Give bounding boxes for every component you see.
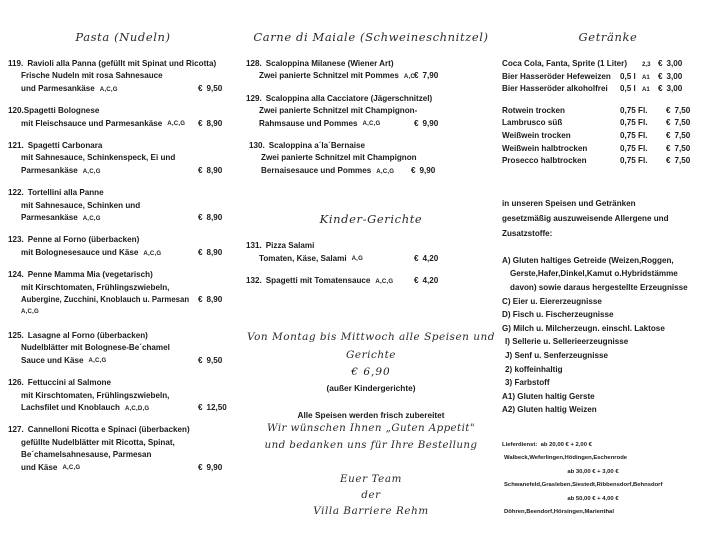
menu-item [8, 58, 238, 96]
menu-item [246, 240, 496, 266]
item-allergens: A,C [403, 73, 415, 81]
maiale-heading: Carne di Maiale (Schweineschnitzel) [253, 30, 489, 44]
item-desc: Parmesankäse [21, 165, 78, 175]
item-price: 7,90 [422, 71, 439, 81]
item-price: 12,50 [206, 402, 227, 412]
allergen-list [502, 254, 714, 417]
drink-size: 0,75 Fl. [620, 143, 648, 153]
maiale-column [238, 30, 496, 539]
drink-price: 7,50 [674, 105, 691, 115]
item-title: Cannelloni Ricotta e Spinaci (überbacken) [27, 425, 190, 435]
item-allergens: A,C,G [21, 308, 39, 316]
currency: € [414, 253, 419, 263]
delivery-tier-3-towns: Döhren,Beendorf,Hörsingen,Marienthal [504, 509, 614, 516]
allergen-code: A2) [502, 405, 516, 415]
drink-row [502, 71, 714, 84]
team-signature [246, 471, 496, 519]
drink-row [502, 130, 714, 143]
drink-price: 3,00 [666, 84, 683, 94]
currency: € [198, 118, 203, 128]
item-price: 8,90 [206, 213, 223, 223]
allergen-intro-line-3: Zusatzstoffe: [502, 228, 553, 238]
item-title: Pizza Salami [265, 241, 315, 251]
item-desc: Sauce und Käse [21, 355, 84, 365]
drink-row [502, 143, 714, 156]
allergen-text: koffeinhaltig [514, 364, 563, 374]
promo-note: (außer Kindergerichte) [326, 383, 416, 394]
allergen-text: Milch u. Milcherzeugn. einschl. Laktose [513, 323, 665, 333]
item-desc: Zwei panierte Schnitzel mit Pommes [259, 71, 399, 81]
item-number: 126. [8, 378, 24, 388]
currency: € [414, 71, 419, 81]
item-number: 122. [8, 188, 24, 198]
currency: € [198, 83, 203, 93]
item-desc: Be´chamelsahnesause, Parmesan [21, 450, 152, 460]
spacer [502, 96, 714, 105]
allergen-code: D) [502, 310, 511, 320]
drink-size: 0,75 Fl. [620, 156, 648, 166]
currency: € [658, 59, 663, 68]
promo-line: Von Montag bis Mittwoch alle Speisen und Gerichte [246, 331, 496, 362]
allergen-text: Farbstoff [514, 378, 550, 388]
delivery-tier-1-fee: ab 20,00 € + 2,00 € [540, 441, 592, 448]
item-number: 121. [8, 141, 24, 151]
item-allergens: A,C,G [143, 249, 162, 257]
item-desc: Frische Nudeln mit rosa Sahnesauce [21, 71, 163, 81]
item-title: Spagetti mit Tomatensauce [265, 276, 371, 286]
drinks-table-wine [502, 105, 714, 168]
item-desc: gefüllte Nudelblätter mit Ricotta, Spinat, [21, 437, 175, 447]
team-line-1: Euer Team [340, 473, 402, 486]
item-allergens: A,C,G [82, 214, 101, 222]
allergen-code: A1) [502, 391, 516, 401]
item-price: 9,50 [206, 355, 223, 365]
delivery-tier-1-towns: Walbeck,Weferlingen,Hödingen,Eschenrode [504, 455, 628, 462]
menu-item [246, 275, 496, 288]
drink-row [502, 83, 714, 96]
item-allergens: A,C,D,G [124, 404, 150, 412]
drink-allergens: A1 [642, 73, 650, 81]
drink-price: 3,00 [666, 71, 683, 81]
item-allergens: A,C,G [375, 277, 394, 285]
item-desc: Lachsfilet und Knoblauch [21, 402, 120, 412]
drink-name: Bier Hasseröder alkoholfrei [502, 84, 608, 94]
kinder-heading: Kinder-Gerichte [319, 212, 423, 227]
getraenke-column [496, 30, 714, 539]
item-allergens: A,C,G [88, 357, 107, 365]
currency: € [666, 105, 671, 115]
menu-item [8, 424, 238, 475]
item-allergens: A,C,G [167, 120, 186, 128]
currency: € [666, 156, 671, 166]
drink-name: Coca Cola, Fanta, Sprite (1 Liter) [502, 59, 628, 68]
drink-allergens: A1 [642, 86, 650, 94]
pasta-heading: Pasta (Nudeln) [75, 30, 171, 44]
drink-volume: 0,5 l [620, 84, 636, 94]
item-title: Spagetti Carbonara [27, 141, 103, 151]
menu-item [8, 187, 238, 225]
drink-row [502, 117, 714, 130]
item-desc: Aubergine, Zucchini, Knoblauch u. Parmesan [21, 295, 190, 305]
drink-size: 0,75 Fl. [620, 118, 648, 128]
allergen-intro-line-1: in unseren Speisen und Getränken [502, 198, 636, 208]
allergen-text: Gluten haltiges Getreide (Weizen,Roggen, [512, 255, 674, 265]
drink-size: 0,75 Fl. [620, 105, 648, 115]
item-desc: und Käse [21, 462, 58, 472]
drinks-table-soft [502, 58, 714, 96]
allergen-code: C) [502, 296, 511, 306]
drink-price: 7,50 [674, 156, 691, 166]
menu-item [246, 93, 496, 131]
currency: € [198, 247, 203, 257]
item-title: Scaloppina Milanese (Wiener Art) [265, 59, 394, 68]
allergen-text: Gluten haltig Weizen [517, 405, 597, 415]
item-allergens: A,C,G [82, 167, 101, 175]
item-desc: Nudelblätter mit Bolognese-Be´chamel [21, 343, 170, 353]
item-allergens: A,C,G [362, 120, 381, 128]
menu-item [246, 140, 496, 178]
drink-allergens: 2,3 [642, 61, 651, 68]
drink-row [502, 155, 714, 168]
item-desc: Zwei panierte Schnitzel mit Champignon [261, 153, 417, 163]
drink-size: 0,75 Fl. [620, 130, 648, 140]
menu-item [8, 377, 238, 415]
drink-name: Lambrusco süß [502, 118, 563, 128]
allergen-text: davon) sowie daraus hergestellte Erzeugnisse [510, 282, 688, 292]
item-desc: mit Sahnesauce, Schinken und [21, 200, 141, 210]
item-price: 8,90 [206, 247, 223, 257]
item-title: Fettuccini al Salmone [27, 378, 111, 388]
allergen-code: J) [505, 350, 513, 360]
currency: € [666, 118, 671, 128]
menu-item [8, 330, 238, 368]
allergen-code: G) [502, 323, 511, 333]
drink-price: 7,50 [674, 130, 691, 140]
item-title: Lasagne al Forno (überbacken) [27, 330, 148, 340]
item-price: 8,90 [206, 295, 223, 305]
allergen-intro [502, 196, 714, 241]
closing-block [246, 410, 496, 453]
drink-name: Weißwein trocken [502, 130, 571, 140]
item-number: 120. [8, 106, 24, 116]
allergen-code: A) [502, 255, 511, 265]
allergen-text: Eier u. Eiererzeugnisse [512, 296, 602, 306]
currency: € [198, 295, 203, 305]
fresh-note: Alle Speisen werden frisch zubereitet [297, 410, 445, 421]
item-number: 119. [8, 59, 24, 68]
item-price: 9,90 [422, 118, 439, 128]
item-desc: Tomaten, Käse, Salami [259, 253, 347, 263]
item-number: 132. [246, 276, 262, 286]
currency: € [658, 71, 663, 81]
drink-price: 7,50 [674, 118, 691, 128]
currency: € [414, 276, 419, 286]
drink-name: Weißwein halbtrocken [502, 143, 588, 153]
item-allergens: A,C,G [62, 464, 81, 472]
wish-line-2: und bedanken uns für Ihre Bestellung [264, 438, 478, 451]
item-desc: und Parmesankäse [21, 83, 95, 93]
drink-volume [620, 58, 642, 71]
item-price: 4,20 [422, 253, 439, 263]
allergen-text: Gluten haltig Gerste [517, 391, 595, 401]
allergen-text: Fisch u. Fischerzeugnisse [512, 310, 614, 320]
item-price: 8,90 [206, 165, 223, 175]
allergen-text: Gerste,Hafer,Dinkel,Kamut o.Hybridstämme [510, 269, 678, 279]
menu-item [8, 105, 238, 131]
item-desc: mit Fleischsauce und Parmesankäse [21, 118, 163, 128]
menu-item [8, 140, 238, 178]
item-desc: Parmesankäse [21, 213, 78, 223]
weekly-promo [246, 328, 496, 393]
currency: € [414, 118, 419, 128]
currency: € [198, 402, 203, 412]
item-title: Penne Mamma Mia (vegetarisch) [27, 270, 153, 280]
menu-item [246, 58, 496, 84]
drink-name: Rotwein trocken [502, 105, 565, 115]
drink-price: 7,50 [674, 143, 691, 153]
item-desc: mit Sahnesauce, Schinkenspeck, Ei und [21, 153, 176, 163]
delivery-tier-2-fee: ab 30,00 € + 3,00 € [567, 468, 619, 475]
item-number: 128. [246, 59, 262, 68]
item-desc: Zwei panierte Schnitzel mit Champignon- [259, 106, 418, 116]
item-price: 4,20 [422, 276, 439, 286]
item-desc: mit Bolognesesauce und Käse [21, 247, 139, 257]
item-title: Tortellini alla Panne [27, 188, 104, 198]
drink-name: Prosecco halbtrocken [502, 156, 587, 166]
item-allergens: A,C,G [99, 85, 118, 93]
currency: € [198, 355, 203, 365]
item-number: 127. [8, 425, 24, 435]
drink-row [502, 58, 714, 71]
currency: € [198, 213, 203, 223]
item-number: 123. [8, 235, 24, 245]
item-desc: Rahmsause und Pommes [259, 118, 358, 128]
item-price: 9,50 [206, 83, 223, 93]
item-price: 9,90 [419, 165, 436, 175]
delivery-label: Lieferdienst: [502, 441, 538, 448]
delivery-tier-3-fee: ab 50,00 € + 4,00 € [567, 495, 619, 502]
item-price: 8,90 [206, 118, 223, 128]
item-price: 9,90 [206, 462, 223, 472]
item-title: Scaloppina a´la´Bernaise [268, 141, 366, 151]
item-allergens: A,C,G [376, 167, 395, 175]
item-title: Spagetti Bolognese [23, 106, 100, 116]
item-desc: mit Kirschtomaten, Frühlingszwiebeln, [21, 390, 170, 400]
item-allergens: A,G [351, 255, 364, 263]
pasta-column [6, 30, 238, 539]
promo-price: € 6,90 [351, 366, 391, 379]
item-desc: Bernaisesauce und Pommes [261, 165, 372, 175]
item-number: 125. [8, 330, 24, 340]
item-title: Scaloppina alla Cacciatore (Jägerschnitzel) [265, 93, 433, 103]
getraenke-heading: Getränke [578, 30, 638, 44]
restaurant-name: Villa Barriere Rehm [313, 505, 429, 518]
allergen-code: 2) [505, 364, 513, 374]
item-number: 131. [246, 241, 262, 251]
drink-name: Bier Hasseröder Hefeweizen [502, 71, 611, 81]
currency: € [658, 84, 663, 94]
team-line-2: der [361, 489, 381, 502]
allergen-text: Sellerie u. Sellerieerzeugnisse [512, 337, 629, 347]
allergen-code: I) [505, 337, 510, 347]
allergen-code: 3) [505, 378, 513, 388]
menu-item [8, 269, 238, 319]
allergen-text: Senf u. Senferzeugnisse [514, 350, 609, 360]
currency: € [411, 165, 416, 175]
currency: € [198, 462, 203, 472]
item-title: Ravioli alla Panna (gefüllt mit Spinat und Ricotta) [27, 59, 217, 68]
item-title: Penne al Forno (überbacken) [27, 235, 140, 245]
wish-line-1: Wir wünschen Ihnen „Guten Appetit" [267, 422, 475, 435]
delivery-info [502, 439, 714, 520]
allergen-intro-line-2: gesetzmäßig auszuweisende Allergene und [502, 213, 669, 223]
drink-row [502, 105, 714, 118]
currency: € [666, 143, 671, 153]
item-number: 129. [246, 93, 262, 103]
currency: € [198, 165, 203, 175]
drink-volume: 0,5 l [620, 71, 636, 81]
delivery-tier-2-towns: Schwanefeld,Grasleben,Siestedt,Ribbensdorf,Behnsdorf [504, 482, 663, 489]
currency: € [666, 130, 671, 140]
menu-item [8, 234, 238, 260]
item-desc: mit Kirschtomaten, Frühlingszwiebeln, [21, 282, 170, 292]
item-number: 130. [249, 141, 265, 151]
drink-price: 3,00 [666, 59, 683, 68]
item-number: 124. [8, 270, 24, 280]
